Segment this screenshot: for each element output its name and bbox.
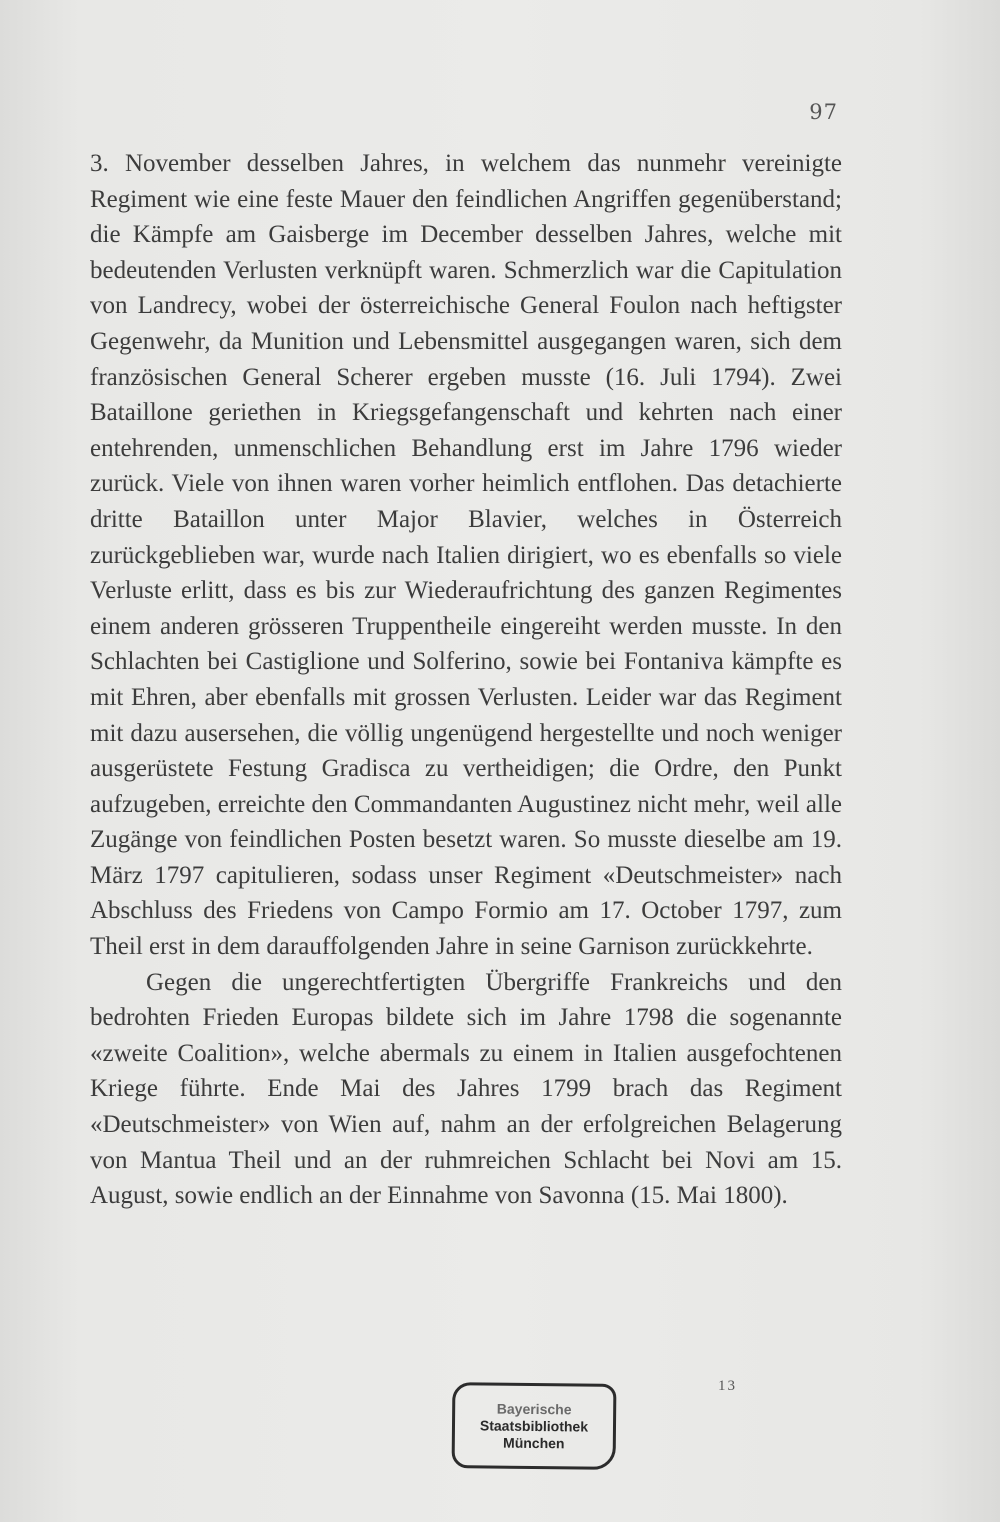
signature-mark: 13 (718, 1378, 737, 1394)
stamp-line-2: Staatsbibliothek (479, 1416, 589, 1435)
library-stamp (452, 1382, 617, 1470)
stamp-line-1: Bayerische (496, 1400, 572, 1417)
paragraph-1: 3. November desselben Jahres, in welchem das nunmehr vereinigte Regiment wie eine feste Mauer den feindlichen Angriffen gegenüberstand; die Kämpfe am Gaisberge im December desselben Jahres, welche mit bedeutenden Verlusten verknüpft waren. Schmerzlich war die Capitulation von Landrecy, wobei der österreichische General Foulon nach heftigster Gegenwehr, da Munition und Lebensmittel ausgegangen waren, sich dem französischen General Scherer ergeben musste (16. Juli 1794). Zwei Bataillone geriethen in Kriegsgefangenschaft und kehrten nach einer entehrenden, unmenschlichen Behandlung erst im Jahre 1796 wieder zurück. Viele von ihnen waren vorher heimlich entflohen. Das detachierte dritte Bataillon unter Major Blavier, welches in Österreich zurückgeblieben war, wurde nach Italien dirigiert, wo es ebenfalls so viele Verluste erlitt, dass es bis zur Wiederaufrichtung des ganzen Regimentes einem anderen grösseren Truppentheile eingereiht werden musste. In den Schlachten bei Castiglione und Solferino, sowie bei Fontaniva kämpfte es mit Ehren, aber ebenfalls mit grossen Verlusten. Leider war das Regiment mit dazu ausersehen, die völlig ungenügend hergestellte und noch weniger ausgerüstete Festung Gradisca zu vertheidigen; die Ordre, den Punkt aufzugeben, erreichte den Commandanten Augustinez nicht mehr, weil alle Zugänge von feindlichen Posten besetzt waren. So musste dieselbe am 19. März 1797 capitulieren, sodass unser Regiment «Deutschmeister» nach Abschluss des Friedens von Campo Formio am 17. October 1797, zum Theil erst in dem darauffolgenden Jahre in seine Garnison zurückkehrte. (90, 150, 842, 961)
paragraph-2: Gegen die ungerechtfertigten Übergriffe Frankreichs und den bedrohten Frieden Europas bildete sich im Jahre 1798 die sogenannte «zweite Coalition», welche abermals zu einem in Italien ausgefochtenen Kriege führte. Ende Mai des Jahres 1799 brach das Regiment «Deutschmeister» von Wien auf, nahm an der erfolgreichen Belagerung von Mantua Theil und an der ruhmreichen Schlacht bei Novi am 15. August, sowie endlich an der Einnahme von Savonna (15. Mai 1800). (90, 968, 842, 1210)
body-text (90, 146, 842, 1214)
stamp-line-3: München (503, 1434, 565, 1451)
page-number: 97 (809, 100, 838, 124)
